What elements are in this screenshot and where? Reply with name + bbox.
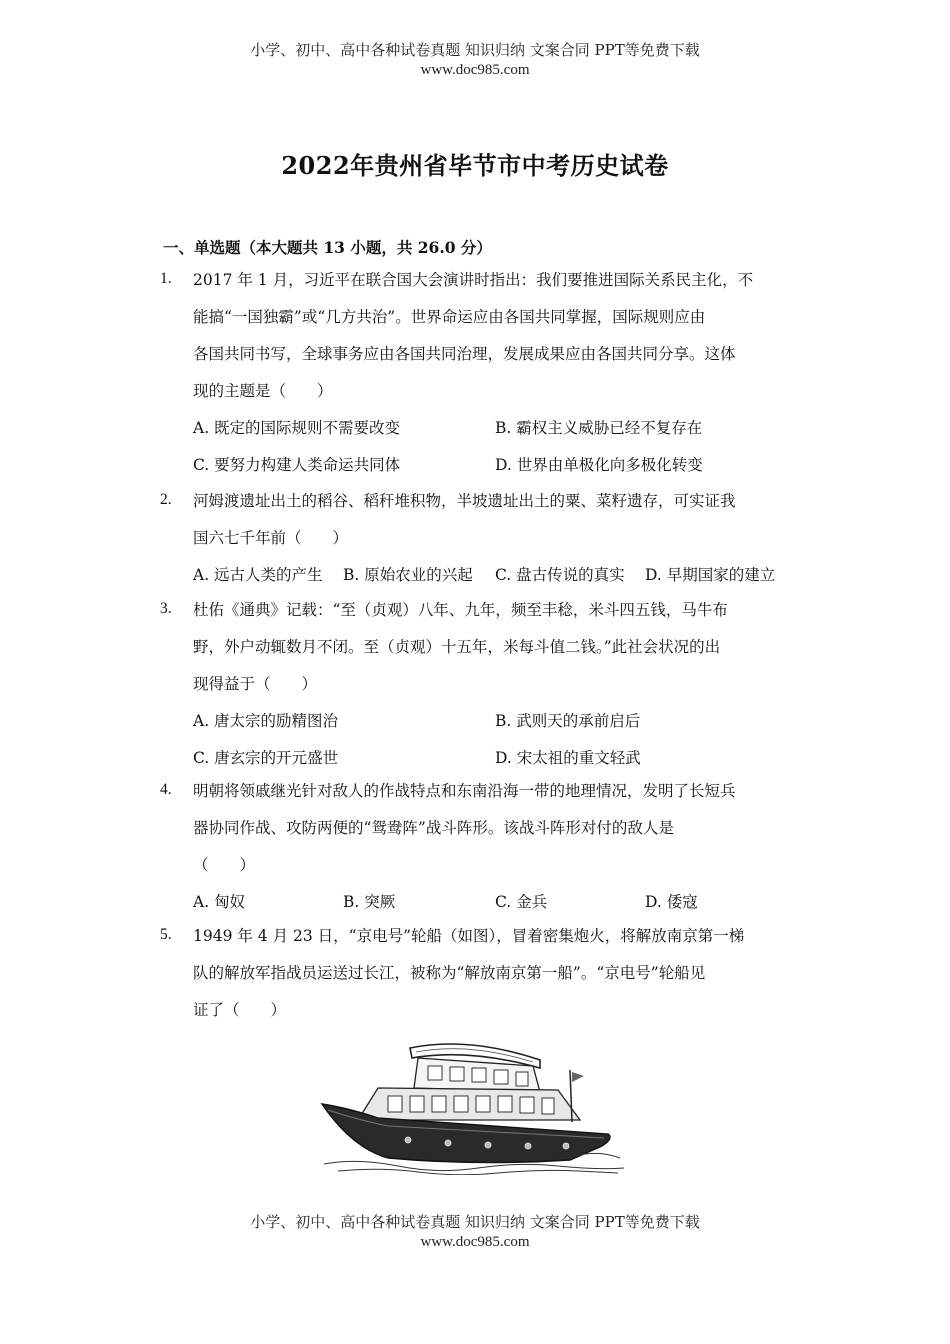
- option-d[interactable]: D. 世界由单极化向多极化转变: [495, 456, 703, 474]
- option-b[interactable]: B. 突厥: [343, 893, 396, 911]
- question-stem: [193, 483, 790, 557]
- footer-website: www.doc985.com: [420, 1234, 530, 1250]
- ship-illustration: [318, 1030, 628, 1175]
- option-a[interactable]: A. 远古人类的产生: [193, 566, 323, 584]
- option-c[interactable]: C. 要努力构建人类命运共同体: [193, 456, 401, 474]
- question-number: 2.: [160, 491, 172, 508]
- question-4: [160, 773, 790, 921]
- question-stem: [193, 592, 790, 703]
- question-number: 3.: [160, 600, 172, 617]
- stem-line: 器协同作战、攻防两便的“鸳鸯阵”战斗阵形。该战斗阵形对付的敌人是: [193, 819, 674, 837]
- stem-line: 2017 年 1 月，习近平在联合国大会演讲时指出：我们要推进国际关系民主化，不: [193, 271, 754, 289]
- section-heading: 一、单选题（本大题共 13 小题，共 26.0 分）: [163, 238, 492, 257]
- stem-line: 野，外户动辄数月不闭。至（贞观）十五年，米每斗值二钱。”此社会状况的出: [193, 638, 721, 656]
- question-number: 5.: [160, 926, 172, 943]
- question-number: 4.: [160, 781, 172, 798]
- option-d[interactable]: D. 宋太祖的重文轻武: [495, 749, 641, 767]
- stem-line: 能搞“一国独霸”或“几方共治”。世界命运应由各国共同掌握，国际规则应由: [193, 308, 706, 326]
- stem-line: 队的解放军指战员运送过长江，被称为“解放南京第一船”。“京电号”轮船见: [193, 964, 706, 982]
- page-header: [0, 40, 950, 80]
- page-footer: [0, 1212, 950, 1252]
- options: [193, 557, 790, 594]
- question-number: 1.: [160, 270, 172, 287]
- option-c[interactable]: C. 唐玄宗的开元盛世: [193, 749, 339, 767]
- option-d[interactable]: D. 早期国家的建立: [645, 566, 776, 584]
- stem-line: 现的主题是（ ）: [193, 382, 333, 400]
- stem-line: 1949 年 4 月 23 日，“京电号”轮船（如图），冒着密集炮火，将解放南京第一梯: [193, 927, 745, 945]
- option-b[interactable]: B. 武则天的承前启后: [495, 712, 641, 730]
- option-b[interactable]: B. 霸权主义威胁已经不复存在: [495, 419, 703, 437]
- question-stem: [193, 262, 790, 410]
- stem-line: （ ）: [193, 856, 256, 874]
- question-stem: [193, 773, 790, 884]
- option-a[interactable]: A. 既定的国际规则不需要改变: [193, 419, 401, 437]
- header-line-1: 小学、初中、高中各种试卷真题 知识归纳 文案合同 PPT等免费下载: [250, 41, 700, 59]
- options: [193, 884, 790, 921]
- stem-line: 各国共同书写，全球事务应由各国共同治理，发展成果应由各国共同分享。这体: [193, 345, 736, 363]
- question-1: [160, 262, 790, 484]
- stem-line: 杜佑《通典》记载：“至（贞观）八年、九年，频至丰稔，米斗四五钱，马牛布: [193, 601, 728, 619]
- option-c[interactable]: C. 金兵: [495, 893, 548, 911]
- stem-line: 证了（ ）: [193, 1001, 287, 1019]
- option-a[interactable]: A. 唐太宗的励精图治: [193, 712, 339, 730]
- stem-line: 河姆渡遗址出土的稻谷、稻秆堆积物，半坡遗址出土的粟、菜籽遗存，可实证我: [193, 492, 736, 510]
- stem-line: 明朝将领戚继光针对敌人的作战特点和东南沿海一带的地理情况，发明了长短兵: [193, 782, 736, 800]
- footer-line-1: 小学、初中、高中各种试卷真题 知识归纳 文案合同 PPT等免费下载: [250, 1213, 700, 1231]
- option-b[interactable]: B. 原始农业的兴起: [343, 566, 473, 584]
- options: [193, 703, 790, 777]
- options: [193, 410, 790, 484]
- header-website: www.doc985.com: [420, 62, 530, 78]
- stem-line: 国六七千年前（ ）: [193, 529, 349, 547]
- question-5: [160, 918, 790, 1029]
- option-a[interactable]: A. 匈奴: [193, 893, 246, 911]
- question-stem: [193, 918, 790, 1029]
- option-c[interactable]: C. 盘古传说的真实: [495, 566, 625, 584]
- question-2: [160, 483, 790, 594]
- question-3: [160, 592, 790, 777]
- stem-line: 现得益于（ ）: [193, 675, 318, 693]
- page-title: 2022年贵州省毕节市中考历史试卷: [281, 151, 669, 180]
- option-d[interactable]: D. 倭寇: [645, 893, 698, 911]
